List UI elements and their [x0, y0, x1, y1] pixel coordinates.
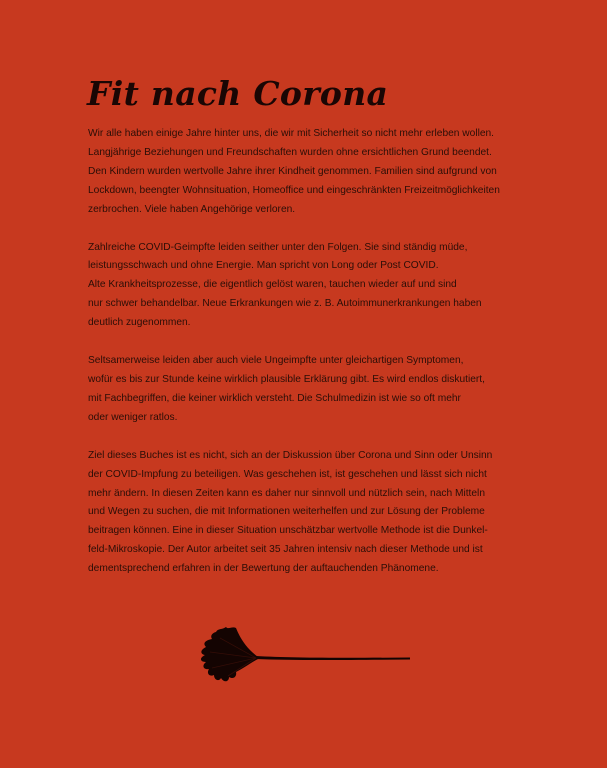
text-line: feld-Mikroskopie. Der Autor arbeitet seit 35 Jahren intensiv nach dieser Methode und ist [88, 544, 483, 556]
paragraph-2 [88, 239, 558, 334]
text-line: Wir alle haben einige Jahre hinter uns, die wir mit Sicherheit so nicht mehr erleben wollen. [88, 128, 495, 139]
page-title: Fit nach Corona [87, 74, 389, 113]
text-line: der COVID-Impfung zu beteiligen. Was geschehen ist, ist geschehen und lässt sich nicht [88, 468, 487, 480]
text-line: Lockdown, beengter Wohnsituation, Homeoffice und eingeschränkten Freizeitmöglichkeiten [88, 184, 500, 196]
text-line: Alte Krankheitsprozesse, die eigentlich gelöst waren, tauchen wieder auf und sind [88, 279, 457, 291]
text-line: beitragen können. Eine in dieser Situation unschätzbar wertvolle Methode ist die Dunkel- [88, 525, 488, 537]
text-line: mit Fachbegriffen, die keiner wirklich versteht. Die Schulmedizin ist wie so oft mehr [88, 392, 461, 404]
text-line: wofür es bis zur Stunde keine wirklich plausible Erklärung gibt. Es wird endlos diskutiert, [88, 373, 485, 385]
paragraph-1 [88, 125, 558, 220]
text-line: Ziel dieses Buches ist es nicht, sich an der Diskussion über Corona und Sinn oder Unsinn [88, 449, 493, 461]
text-line: deutlich zugenommen. [88, 317, 191, 329]
text-line: dementsprechend erfahren in der Bewertung der auftauchenden Phänomene. [88, 563, 439, 575]
text-line: oder weniger ratlos. [88, 411, 178, 423]
text-line: mehr ändern. In diesen Zeiten kann es daher nur sinnvoll und nützlich sein, nach Mitteln [88, 487, 485, 499]
paragraph-4 [88, 447, 558, 579]
text-line: Langjährige Beziehungen und Freundschaften wurden ohne ersichtlichen Grund beendet. [88, 146, 492, 158]
text-line: Zahlreiche COVID-Geimpfte leiden seither unter den Folgen. Sie sind ständig müde, [88, 241, 468, 253]
text-line: zerbrochen. Viele haben Angehörige verloren. [88, 203, 296, 215]
ginkgo-leaf-icon [196, 624, 412, 688]
text-line: und Wegen zu suchen, die mit Informationen weiterhelfen und zur Lösung der Probleme [88, 506, 485, 518]
text-line: Den Kindern wurden wertvolle Jahre ihrer Kindheit genommen. Familien sind aufgrund von [88, 165, 497, 177]
text-line: leistungsschwach und ohne Energie. Man spricht von Long oder Post COVID. [88, 260, 439, 272]
text-line: Seltsamerweise leiden aber auch viele Ungeimpfte unter gleichartigen Symptomen, [88, 355, 464, 367]
text-line: nur schwer behandelbar. Neue Erkrankungen wie z. B. Autoimmunerkrankungen haben [88, 298, 482, 310]
paragraph-3 [88, 352, 558, 428]
body-text [88, 125, 558, 598]
